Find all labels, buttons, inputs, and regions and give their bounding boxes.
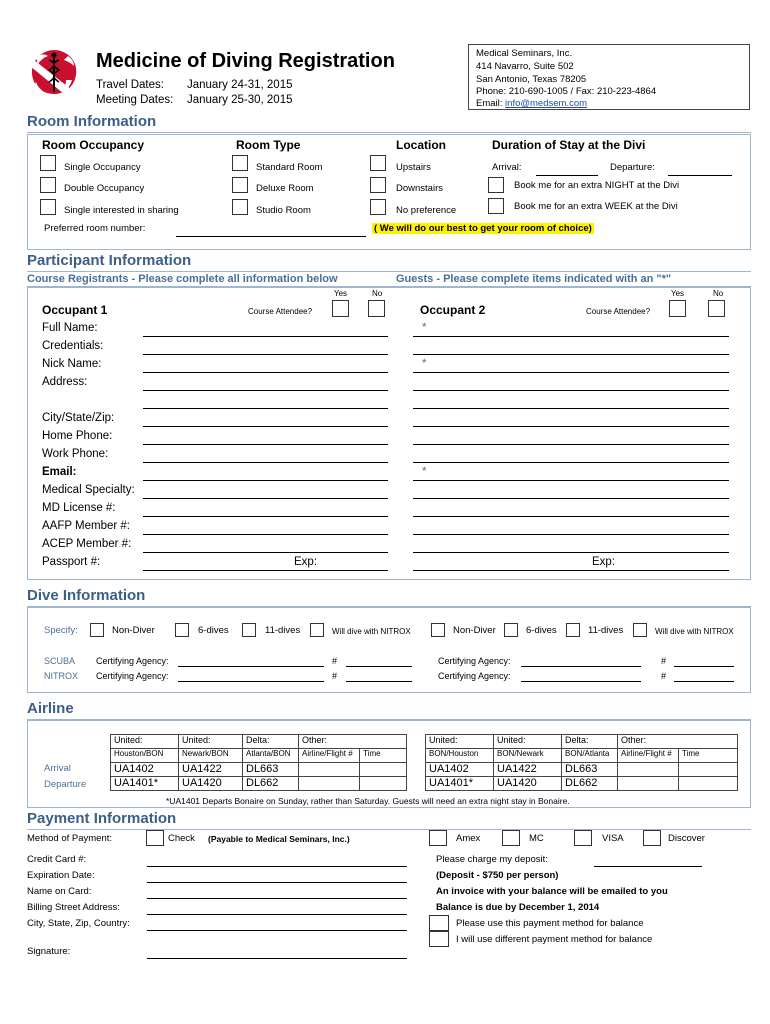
- company-email-row: [476, 98, 587, 109]
- deluxe-room-checkbox[interactable]: [232, 177, 248, 193]
- visa-checkbox[interactable]: [574, 830, 592, 846]
- travel-dates-value: January 24-31, 2015: [187, 79, 293, 91]
- passport-exp-label-1: Exp:: [294, 556, 318, 568]
- col-united-2: United:: [179, 735, 243, 749]
- scuba-agency-label-1: Certifying Agency:: [96, 656, 169, 666]
- other-time-arr-field[interactable]: [360, 763, 407, 777]
- six-dives-label-2: 6-dives: [526, 625, 557, 636]
- nick-name-label: Nick Name:: [42, 358, 102, 370]
- yes-label-1: Yes: [334, 289, 348, 298]
- email-field-occupant-1[interactable]: [143, 480, 388, 481]
- arrival-label: Arrival:: [492, 162, 522, 173]
- nitrox-checkbox-1[interactable]: [310, 623, 324, 637]
- col-united-1: United:: [426, 735, 494, 749]
- travel-dates-label: Travel Dates:: [96, 79, 164, 91]
- aafp-member-field-occupant-1[interactable]: [143, 534, 388, 535]
- expiration-label: Expiration Date:: [27, 870, 95, 881]
- flight-dep-ua1420: UA1420: [179, 777, 243, 791]
- sub-atlanta-bon: Atlanta/BON: [243, 749, 299, 763]
- amex-checkbox[interactable]: [429, 830, 447, 846]
- home-phone-label: Home Phone:: [42, 430, 113, 442]
- studio-room-checkbox[interactable]: [232, 199, 248, 215]
- visa-label: VISA: [602, 833, 624, 844]
- departure-field[interactable]: [668, 175, 732, 176]
- use-different-method-checkbox[interactable]: [429, 931, 449, 947]
- divider: [27, 132, 751, 133]
- no-label-2: No: [713, 289, 724, 298]
- occupant-1-title: Occupant 1: [42, 303, 108, 317]
- airline-footnote: *UA1401 Departs Bonaire on Sunday, rather than Saturday. Guests will need an extra night stay in Bonaire.: [166, 796, 570, 806]
- standard-room-checkbox[interactable]: [232, 155, 248, 171]
- balance-due-note: Balance is due by December 1, 2014: [436, 902, 600, 913]
- col-other: Other:: [299, 735, 407, 749]
- medical-specialty-label: Medical Specialty:: [42, 484, 135, 496]
- sub-airline-flight: Airline/Flight #: [299, 749, 360, 763]
- home-phone-field-occupant-1[interactable]: [143, 444, 388, 445]
- medical-specialty-field-occupant-1[interactable]: [143, 498, 388, 499]
- room-heading: Room Information: [27, 113, 157, 130]
- col-delta: Delta:: [562, 735, 618, 749]
- company-address-1: 414 Navarro, Suite 502: [476, 61, 574, 72]
- room-occupancy-header: Room Occupancy: [42, 138, 145, 152]
- address-line-2-occupant-2[interactable]: [413, 408, 729, 409]
- eleven-dives-checkbox-1[interactable]: [242, 623, 256, 637]
- nitrox-number-hash-1: #: [332, 671, 338, 681]
- meeting-dates-value: January 25-30, 2015: [187, 94, 293, 106]
- other-time-dep-field[interactable]: [360, 777, 407, 791]
- discover-label: Discover: [668, 833, 705, 844]
- other-flight-dep-field[interactable]: [618, 777, 679, 791]
- extra-week-checkbox[interactable]: [488, 198, 504, 214]
- scuba-number-field-1[interactable]: [346, 666, 412, 667]
- col-other: Other:: [618, 735, 738, 749]
- nitrox-number-field-1[interactable]: [346, 681, 412, 682]
- passport-label: Passport #:: [42, 556, 101, 568]
- single-occupancy-label: Single Occupancy: [64, 162, 141, 173]
- airline-table-arrival-side: [110, 734, 407, 791]
- credentials-label: Credentials:: [42, 340, 104, 352]
- discover-checkbox[interactable]: [643, 830, 661, 846]
- extra-night-label: Book me for an extra NIGHT at the Divi: [514, 180, 680, 191]
- flight-arr-ua1402: UA1402: [111, 763, 179, 777]
- name-on-card-label: Name on Card:: [27, 886, 92, 897]
- single-sharing-label: Single interested in sharing: [64, 205, 179, 216]
- flight-arr-ua1402: UA1402: [426, 763, 494, 777]
- registrants-note: Course Registrants - Please complete all information below: [27, 273, 338, 285]
- aafp-member-field-occupant-2[interactable]: [413, 534, 729, 535]
- md-license-label: MD License #:: [42, 502, 116, 514]
- use-this-method-label: Please use this payment method for balance: [456, 918, 644, 929]
- non-diver-checkbox-1[interactable]: [90, 623, 104, 637]
- nitrox-checkbox-2[interactable]: [633, 623, 647, 637]
- downstairs-label: Downstairs: [396, 183, 443, 194]
- check-checkbox[interactable]: [146, 830, 164, 846]
- flight-dep-ua1401: UA1401*: [111, 777, 179, 791]
- payment-heading: Payment Information: [27, 810, 177, 827]
- standard-room-label: Standard Room: [256, 162, 323, 173]
- location-header: Location: [396, 138, 446, 152]
- guest-required-star: *: [422, 466, 427, 478]
- nitrox-label-1: Will dive with NITROX: [332, 627, 411, 636]
- md-license-field-occupant-2[interactable]: [413, 516, 729, 517]
- scuba-agency-label-2: Certifying Agency:: [438, 656, 511, 666]
- full-name-field-occupant-1[interactable]: [143, 336, 388, 337]
- double-occupancy-checkbox[interactable]: [40, 177, 56, 193]
- address-field-occupant-1[interactable]: [143, 390, 388, 391]
- non-diver-checkbox-2[interactable]: [431, 623, 445, 637]
- col-united-2: United:: [494, 735, 562, 749]
- scuba-agency-field-1[interactable]: [178, 666, 324, 667]
- deluxe-room-label: Deluxe Room: [256, 183, 314, 194]
- nitrox-number-hash-2: #: [661, 671, 667, 681]
- page-title: Medicine of Diving Registration: [96, 50, 395, 72]
- room-type-header: Room Type: [236, 138, 301, 152]
- eleven-dives-label-1: 11-dives: [265, 625, 301, 636]
- credit-card-label: Credit Card #:: [27, 854, 87, 865]
- deposit-field[interactable]: [594, 866, 702, 867]
- work-phone-label: Work Phone:: [42, 448, 109, 460]
- upstairs-checkbox[interactable]: [370, 155, 386, 171]
- attendee-no-checkbox-1[interactable]: [368, 300, 385, 317]
- md-license-field-occupant-1[interactable]: [143, 516, 388, 517]
- scuba-number-hash-2: #: [661, 656, 667, 666]
- nitrox-number-field-2[interactable]: [674, 681, 734, 682]
- passport-field-occupant-1[interactable]: [143, 570, 388, 571]
- scuba-label: SCUBA: [44, 656, 76, 666]
- attendee-no-checkbox-2[interactable]: [708, 300, 725, 317]
- studio-room-label: Studio Room: [256, 205, 311, 216]
- guest-required-star: *: [422, 322, 427, 334]
- company-phone: Phone: 210-690-1005 / Fax: 210-223-4864: [476, 86, 657, 97]
- preferred-room-field[interactable]: [176, 236, 366, 237]
- scuba-number-hash-1: #: [332, 656, 338, 666]
- use-different-method-label: I will use different payment method for balance: [456, 934, 653, 945]
- six-dives-label-1: 6-dives: [198, 625, 229, 636]
- col-delta: Delta:: [243, 735, 299, 749]
- other-time-arr-field[interactable]: [679, 763, 738, 777]
- dive-flag-caduceus-logo: [28, 46, 80, 98]
- dive-heading: Dive Information: [27, 587, 146, 604]
- sub-airline-flight: Airline/Flight #: [618, 749, 679, 763]
- room-choice-note: ( We will do our best to get your room of choice): [374, 223, 592, 234]
- use-this-method-checkbox[interactable]: [429, 915, 449, 931]
- extra-week-label: Book me for an extra WEEK at the Divi: [514, 201, 678, 212]
- email-label: Email:: [42, 466, 77, 478]
- deposit-label: Please charge my deposit:: [436, 854, 548, 865]
- sub-bon-atlanta: BON/Atlanta: [562, 749, 618, 763]
- non-diver-label-2: Non-Diver: [453, 625, 496, 636]
- billing-street-label: Billing Street Address:: [27, 902, 120, 913]
- preferred-room-label: Preferred room number:: [44, 223, 146, 234]
- guests-note: Guests - Please complete items indicated with an "*": [396, 273, 672, 285]
- non-diver-label-1: Non-Diver: [112, 625, 155, 636]
- other-flight-arr-field[interactable]: [618, 763, 679, 777]
- full-name-field-occupant-2[interactable]: [413, 336, 729, 337]
- email-label: Email:: [476, 98, 503, 109]
- signature-label: Signature:: [27, 946, 71, 957]
- city-state-zip-field-occupant-2[interactable]: [413, 426, 729, 427]
- scuba-agency-field-2[interactable]: [521, 666, 641, 667]
- single-occupancy-checkbox[interactable]: [40, 155, 56, 171]
- flight-dep-dl662: DL662: [562, 777, 618, 791]
- other-flight-arr-field[interactable]: [299, 763, 360, 777]
- check-label: Check: [168, 833, 195, 844]
- company-address-2: San Antonio, Texas 78205: [476, 74, 587, 85]
- attendee-yes-checkbox-2[interactable]: [669, 300, 686, 317]
- divider: [27, 271, 751, 272]
- nitrox-agency-label-1: Certifying Agency:: [96, 671, 169, 681]
- work-phone-field-occupant-1[interactable]: [143, 462, 388, 463]
- flight-arr-dl663: DL663: [562, 763, 618, 777]
- scuba-number-field-2[interactable]: [674, 666, 734, 667]
- billing-street-field[interactable]: [147, 914, 407, 915]
- full-name-label: Full Name:: [42, 322, 98, 334]
- no-preference-label: No preference: [396, 205, 457, 216]
- occupant-2-title: Occupant 2: [420, 303, 486, 317]
- arrival-row-label: Arrival: [44, 763, 71, 774]
- departure-label: Departure:: [610, 162, 655, 173]
- expiration-field[interactable]: [147, 882, 407, 883]
- nick-name-field-occupant-2[interactable]: [413, 372, 729, 373]
- sub-time: Time: [360, 749, 407, 763]
- work-phone-field-occupant-2[interactable]: [413, 462, 729, 463]
- flight-arr-ua1422: UA1422: [179, 763, 243, 777]
- specify-label: Specify:: [44, 625, 78, 636]
- participant-heading: Participant Information: [27, 252, 192, 269]
- acep-member-field-occupant-1[interactable]: [143, 552, 388, 553]
- flight-arr-ua1422: UA1422: [494, 763, 562, 777]
- credentials-field-occupant-1[interactable]: [143, 354, 388, 355]
- flight-dep-dl662: DL662: [243, 777, 299, 791]
- flight-dep-ua1401: UA1401*: [426, 777, 494, 791]
- address-line-2-occupant-1[interactable]: [143, 408, 388, 409]
- participant-box: [27, 287, 751, 580]
- city-state-zip-label: City/State/Zip:: [42, 412, 115, 424]
- duration-header: Duration of Stay at the Divi: [492, 138, 646, 152]
- deposit-amount: (Deposit - $750 per person): [436, 870, 559, 881]
- aafp-member-label: AAFP Member #:: [42, 520, 130, 532]
- city-state-zip-label: City, State, Zip, Country:: [27, 918, 130, 929]
- airline-table-departure-side: [425, 734, 738, 791]
- sub-newark-bon: Newark/BON: [179, 749, 243, 763]
- airline-heading: Airline: [27, 700, 74, 717]
- no-preference-checkbox[interactable]: [370, 199, 386, 215]
- medical-specialty-field-occupant-2[interactable]: [413, 498, 729, 499]
- yes-label-2: Yes: [671, 289, 685, 298]
- arrival-field[interactable]: [536, 175, 598, 176]
- guest-required-star: *: [422, 358, 427, 370]
- credentials-field-occupant-2[interactable]: [413, 354, 729, 355]
- eleven-dives-checkbox-2[interactable]: [566, 623, 580, 637]
- nitrox-agency-label-2: Certifying Agency:: [438, 671, 511, 681]
- credit-card-field[interactable]: [147, 866, 407, 867]
- sub-time: Time: [679, 749, 738, 763]
- city-state-zip-field-occupant-1[interactable]: [143, 426, 388, 427]
- acep-member-label: ACEP Member #:: [42, 538, 132, 550]
- logo: [28, 46, 80, 98]
- name-on-card-field[interactable]: [147, 898, 407, 899]
- nitrox-row-label: NITROX: [44, 671, 79, 681]
- other-time-dep-field[interactable]: [679, 777, 738, 791]
- nitrox-agency-field-2[interactable]: [521, 681, 641, 682]
- method-label: Method of Payment:: [27, 833, 113, 844]
- flight-dep-ua1420: UA1420: [494, 777, 562, 791]
- single-sharing-checkbox[interactable]: [40, 199, 56, 215]
- extra-night-checkbox[interactable]: [488, 177, 504, 193]
- company-name: Medical Seminars, Inc.: [476, 48, 573, 59]
- course-attendee-label-1: Course Attendee?: [248, 307, 313, 316]
- acep-member-field-occupant-2[interactable]: [413, 552, 729, 553]
- double-occupancy-label: Double Occupancy: [64, 183, 145, 194]
- course-attendee-label-2: Course Attendee?: [586, 307, 651, 316]
- eleven-dives-label-2: 11-dives: [588, 625, 624, 636]
- other-flight-dep-field[interactable]: [299, 777, 360, 791]
- amex-label: Amex: [456, 833, 481, 844]
- passport-field-occupant-2[interactable]: [413, 570, 729, 571]
- nitrox-label-2: Will dive with NITROX: [655, 627, 734, 636]
- payable-note: (Payable to Medical Seminars, Inc.): [208, 834, 350, 844]
- flight-arr-dl663: DL663: [243, 763, 299, 777]
- upstairs-label: Upstairs: [396, 162, 431, 173]
- sub-bon-newark: BON/Newark: [494, 749, 562, 763]
- address-field-occupant-2[interactable]: [413, 390, 729, 391]
- mc-label: MC: [529, 833, 544, 844]
- departure-row-label: Departure: [44, 779, 87, 790]
- nick-name-field-occupant-1[interactable]: [143, 372, 388, 373]
- downstairs-checkbox[interactable]: [370, 177, 386, 193]
- sub-houston-bon: Houston/BON: [111, 749, 179, 763]
- signature-field[interactable]: [147, 958, 407, 959]
- attendee-yes-checkbox-1[interactable]: [332, 300, 349, 317]
- col-united-1: United:: [111, 735, 179, 749]
- invoice-note: An invoice with your balance will be emailed to you: [436, 886, 668, 897]
- no-label-1: No: [372, 289, 383, 298]
- home-phone-field-occupant-2[interactable]: [413, 444, 729, 445]
- mc-checkbox[interactable]: [502, 830, 520, 846]
- six-dives-checkbox-2[interactable]: [504, 623, 518, 637]
- nitrox-agency-field-1[interactable]: [178, 681, 324, 682]
- meeting-dates-label: Meeting Dates:: [96, 94, 174, 106]
- address-label: Address:: [42, 376, 88, 388]
- passport-exp-label-2: Exp:: [592, 556, 616, 568]
- email-link[interactable]: info@medsem.com: [505, 98, 588, 109]
- six-dives-checkbox-1[interactable]: [175, 623, 189, 637]
- city-state-zip-field[interactable]: [147, 930, 407, 931]
- sub-bon-houston: BON/Houston: [426, 749, 494, 763]
- email-field-occupant-2[interactable]: [413, 480, 729, 481]
